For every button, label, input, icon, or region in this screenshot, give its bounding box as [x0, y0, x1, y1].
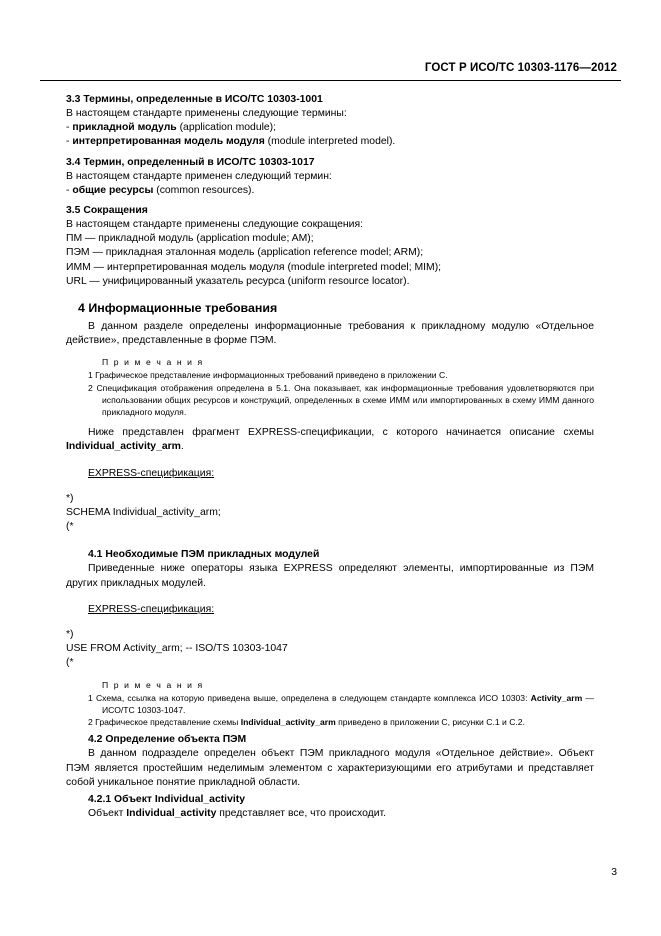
paragraph-4-2: В данном подразделе определен объект ПЭМ прикладного модуля «Отдельное действие». Объект ПЭМ является простейшим неделимым элементом с характеризующими его атрибутами и представляет собой уникальное понятие прикладной области. [66, 748, 594, 788]
schema-name: Individual_activity_arm [66, 441, 181, 453]
header-divider [40, 80, 621, 81]
list-item-rest: (module interpreted model). [264, 136, 396, 148]
notes-block-4 [66, 356, 594, 418]
heading-3-3: 3.3 Термины, определенные в ИСО/ТС 10303-1001 [66, 94, 323, 105]
abbreviation-line: ИММ — интерпретированная модель модуля (module interpreted model; MIM); [66, 261, 442, 273]
schema-name: Individual_activity_arm [240, 717, 336, 728]
heading-3-5: 3.5 Сокращения [66, 205, 148, 217]
express-spec-label-1: EXPRESS-спецификация: [88, 467, 215, 479]
code-block-1 [66, 492, 594, 535]
paragraph-text-c: представляет все, что происходит. [216, 807, 386, 819]
list-item-term: прикладной модуль [72, 122, 177, 134]
code-line: (* [66, 521, 74, 533]
code-block-2 [66, 628, 594, 671]
heading-4-1: 4.1 Необходимые ПЭМ прикладных модулей [88, 549, 320, 561]
page-content [66, 92, 594, 821]
list-bullet: - [66, 184, 70, 196]
paragraph-4-express-intro [66, 426, 594, 454]
note-item [88, 692, 594, 716]
heading-4-2-1: 4.2.1 Объект Individual_activity [88, 793, 245, 805]
list-item-term: общие ресурсы [72, 184, 154, 196]
list-item-rest: (common resources). [153, 184, 255, 196]
heading-4-2: 4.2 Определение объекта ПЭМ [88, 734, 247, 746]
paragraph-text-a: Ниже представлен фрагмент EXPRESS-спецификации, с которого начинается описание схемы [88, 427, 594, 439]
note-item [88, 716, 594, 728]
abbreviation-line: ПЭМ — прикладная эталонная модель (application reference model; ARM); [66, 247, 424, 259]
paragraph-4-intro: В данном разделе определены информационные требования к прикладному модулю «Отдельное действие», представленные в форме ПЭМ. [66, 321, 594, 347]
express-spec-label-2: EXPRESS-спецификация: [88, 603, 215, 615]
heading-3-4: 3.4 Термин, определенный в ИСО/ТС 10303-1017 [66, 156, 315, 168]
paragraph-text-c: . [180, 441, 184, 453]
list-item-rest: (application module); [176, 122, 277, 134]
note-text-c: — ИСО/ТС 10303-1047. [102, 692, 594, 715]
heading-4: 4 Информационные требования [78, 301, 278, 316]
notes-title: П р и м е ч а н и я [102, 357, 204, 368]
note-text-c: приведено в приложении С, рисунки С.1 и С.2. [335, 717, 525, 728]
list-bullet: - [66, 136, 70, 148]
code-line: USE FROM Activity_arm; -- ISO/TS 10303-1047 [66, 643, 288, 655]
paragraph-4-1: Приведенные ниже операторы языка EXPRESS определяют элементы, импортированные из ПЭМ других прикладных модулей. [66, 563, 594, 589]
schema-name: Activity_arm [530, 692, 583, 703]
list-item [66, 121, 594, 135]
code-line: *) [66, 492, 74, 504]
notes-block-4-1 [66, 679, 594, 729]
abbreviation-line: ПМ — прикладной модуль (application module; AM); [66, 233, 314, 245]
page-header: ГОСТ Р ИСО/ТС 10303-1176—2012 [424, 62, 617, 74]
list-bullet: - [66, 122, 70, 134]
note-item: 2 Спецификация отображения определена в 5.1. Она показывает, как информационные требования удовлетворяются при использовании общих ресурсов и конструкций, определенных в схеме ИММ или импортированных в схему ИММ данного прикладного модуля. [88, 382, 594, 418]
list-item [66, 135, 594, 149]
page-number: 3 [611, 867, 617, 878]
notes-title: П р и м е ч а н и я [102, 679, 204, 690]
code-line: (* [66, 657, 74, 669]
paragraph-3-3-intro: В настоящем стандарте применены следующие термины: [66, 108, 347, 119]
abbreviation-line: URL — унифицированный указатель ресурса (uniform resource locator). [66, 275, 410, 287]
list-item [66, 184, 594, 198]
code-line: SCHEMA Individual_activity_arm; [66, 507, 221, 519]
note-text-a: 2 Графическое представление схемы [88, 717, 241, 728]
note-text-a: 1 Схема, ссылка на которую приведена выше, определена в следующем стандарте комплекса ИСО 10303: [88, 692, 531, 703]
list-item-term: интерпретированная модель модуля [72, 136, 265, 148]
note-item: 1 Графическое представление информационных требований приведено в приложении С. [88, 370, 448, 381]
paragraph-text-a: Объект [88, 807, 127, 819]
code-line: *) [66, 629, 74, 641]
entity-name: Individual_activity [126, 807, 217, 819]
paragraph-3-4-intro: В настоящем стандарте применен следующий термин: [66, 170, 332, 182]
paragraph-3-5-intro: В настоящем стандарте применены следующие сокращения: [66, 219, 363, 231]
paragraph-4-2-1 [66, 807, 594, 821]
